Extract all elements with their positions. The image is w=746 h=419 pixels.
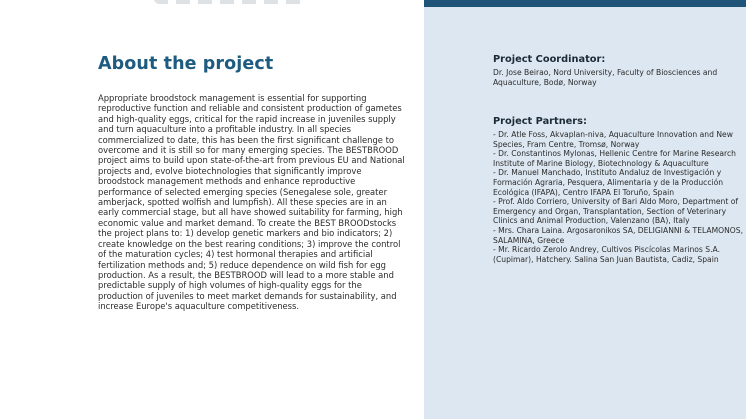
coordinator-heading: Project Coordinator: — [493, 54, 606, 65]
partner-item: - Dr. Constantinos Mylonas, Hellenic Centre for Marine Research Institute of Marine Biology, Biotechnology & Aquaculture — [493, 149, 736, 168]
partner-item: - Dr. Atle Foss, Akvaplan-niva, Aquaculture Innovation and New Species, Fram Centre, Tromsø, Norway — [493, 130, 733, 149]
partners-list — [493, 130, 746, 264]
page-title: About the project — [98, 54, 274, 74]
partners-heading: Project Partners: — [493, 116, 587, 127]
sidebar-top-bar — [424, 0, 746, 7]
project-description: Appropriate broodstock management is essential for supporting reproductive function and reliable and consistent production of gametes and high-quality eggs, critical for the rapid increase in juveniles supply and turn aquaculture into a profitable industry. In all species commercialized to date, this has been the first significant challenge to overcome and it is still so for many emerging species. The BESTBROOD project aims to build upon state-of-the-art from previous EU and National projects and, evolve biotechnologies that significantly improve broodstock management methods and enhance reproductive performance of selected emerging species (Senegalese sole, greater amberjack, spotted wolfish and lumpfish). All these species are in an early commercial stage, but all have showed suitability for farming, high economic value and market demand. To create the BEST BROODstocks the project plans to: 1) develop genetic markers and bio indicators; 2) create knowledge on the best rearing conditions; 3) improve the control of the maturation cycles; 4) test hormonal therapies and artificial fertilization methods and; 5) reduce dependence on wild fish for egg production. As a result, the BESTBROOD will lead to a more stable and predictable supply of high volumes of high-quality eggs for the production of juveniles to meet market demands for sustainability, and increase Europe's aquaculture competitiveness. — [98, 93, 405, 312]
partner-item: - Prof. Aldo Corriero, University of Bari Aldo Moro, Department of Emergency and Organ, Transplantation, Section of Veterinary Clinics and Animal Production, Valenzano (BA), Italy — [493, 197, 739, 226]
info-sidebar — [424, 0, 746, 419]
partner-item: - Mr. Ricardo Zerolo Andrey, Cultivos Piscícolas Marinos S.A. (Cupimar), Hatchery. Salina San Juan Bautista, Cadiz, Spain — [493, 245, 720, 264]
partner-item: - Dr. Manuel Manchado, Instituto Andaluz de Investigación y Formación Agraria, Pesquera, Alimentaria y de la Producción Ecológica (IFAPA), Centro IFAPA El Toruño, Spain — [493, 168, 724, 197]
top-decorative-graphic — [154, 0, 304, 4]
partner-item: - Mrs. Chara Laina. Argosaronikos SA, DELIGIANNI & TELAMONOS, SALAMINA, Greece — [493, 225, 744, 245]
coordinator-text: Dr. Jose Beirao, Nord University, Faculty of Biosciences and Aquaculture, Bodø, Norway — [493, 68, 718, 87]
